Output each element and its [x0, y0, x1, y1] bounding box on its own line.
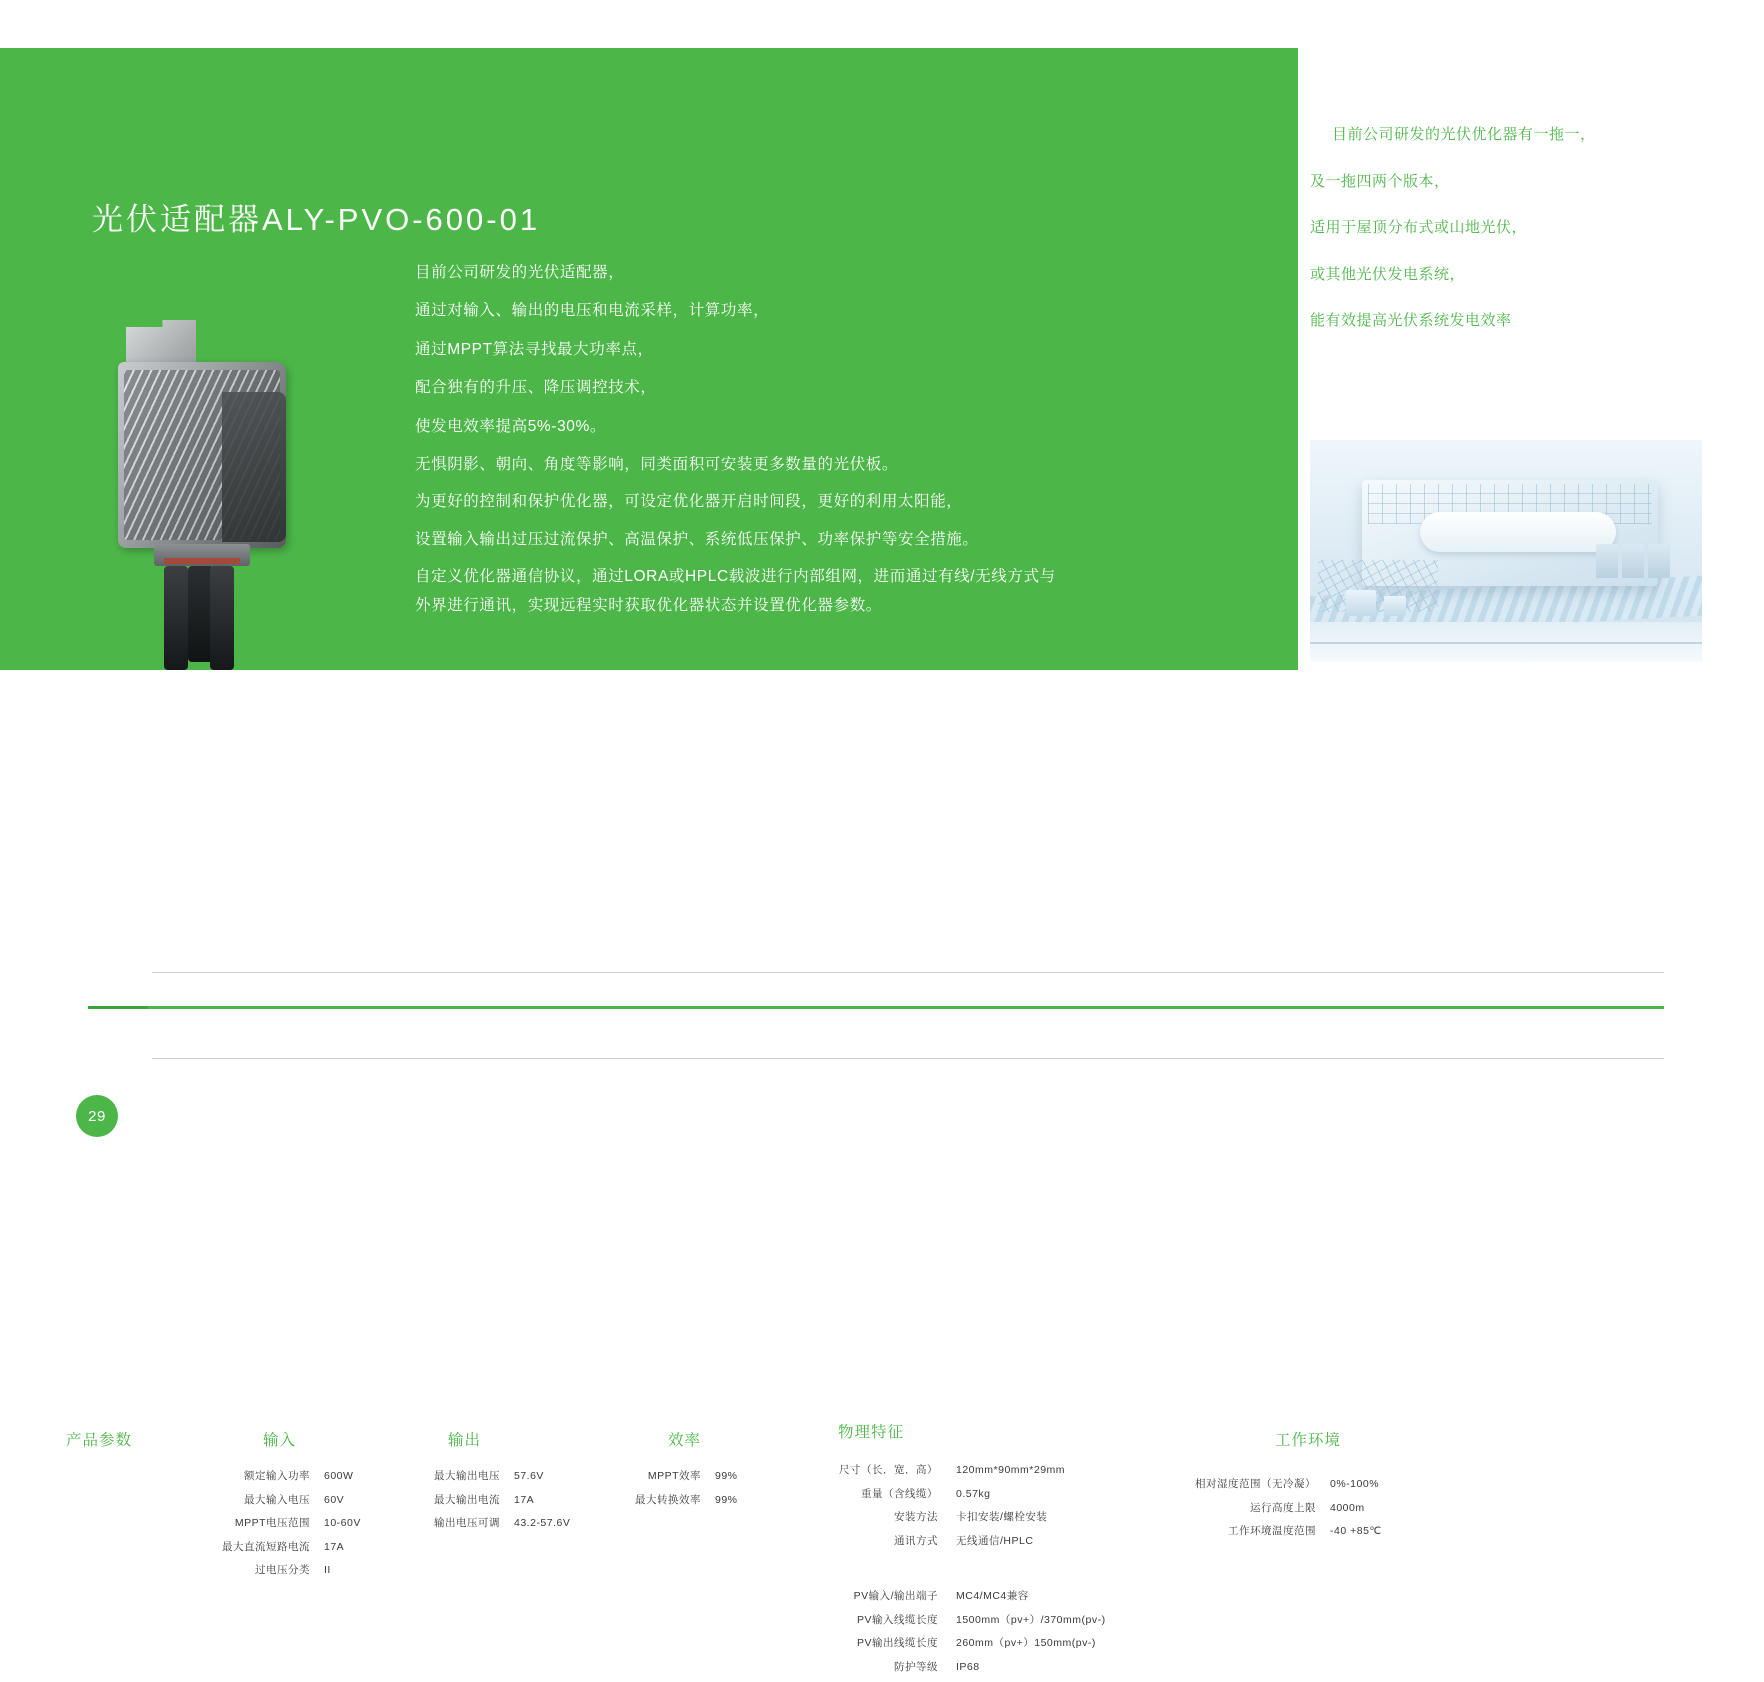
spec-value: 43.2-57.6V	[514, 1517, 571, 1529]
spec-value: 17A	[514, 1493, 535, 1506]
ground-pv-array	[1318, 560, 1438, 612]
equipment-box	[1648, 544, 1670, 578]
spec-heading-environment: 工作环境	[1275, 1432, 1342, 1449]
page-title: 光伏适配器ALY-PVO-600-01	[92, 201, 541, 237]
divider-bottom	[152, 1058, 1664, 1059]
specification-table	[0, 700, 1764, 1673]
hero-line: 通过MPPT算法寻找最大功率点，	[415, 340, 654, 358]
spec-row	[820, 1659, 1106, 1674]
spec-value: 1500mm（pv+）/370mm(pv-)	[956, 1613, 1106, 1626]
hero-description-group-2	[415, 455, 1275, 549]
spec-heading-output: 输出	[448, 1432, 482, 1449]
spec-key: 最大输出电压	[434, 1470, 500, 1482]
hero-line: 使发电效率提高5%-30%。	[415, 417, 606, 435]
spec-key: PV输入线缆长度	[856, 1613, 938, 1626]
spec-value: 10-60V	[324, 1517, 361, 1529]
right-column-line: 或其他光伏发电系统，	[1310, 265, 1466, 283]
hero-description-group-3	[415, 567, 1275, 616]
spec-row	[820, 1486, 1065, 1501]
spec-row	[613, 1468, 738, 1483]
spec-group-output	[400, 1468, 570, 1539]
spec-key: 安装方法	[894, 1511, 938, 1523]
spec-key: 过电压分类	[255, 1564, 310, 1576]
spec-row	[820, 1533, 1065, 1548]
spec-row	[400, 1492, 570, 1507]
spec-key: 最大转换效率	[635, 1493, 701, 1506]
rooftop-pv-illustration	[1310, 440, 1702, 662]
spec-heading-product: 产品参数	[66, 1432, 133, 1449]
spec-value: 卡扣安装/螺栓安装	[956, 1511, 1048, 1523]
spec-key: 通讯方式	[894, 1534, 938, 1547]
right-column-line: 目前公司研发的光伏优化器有一拖一，	[1332, 126, 1596, 143]
spec-value: 99%	[715, 1493, 738, 1506]
spec-key: 额定输入功率	[244, 1470, 310, 1482]
hero-description	[415, 263, 1275, 626]
divider-accent-cap	[88, 1006, 148, 1009]
spec-row	[400, 1468, 570, 1483]
spec-row	[820, 1588, 1106, 1603]
spec-value: 57.6V	[514, 1470, 544, 1482]
spec-key: 最大直流短路电流	[222, 1540, 310, 1553]
spec-heading-input: 输入	[263, 1432, 297, 1449]
spec-value: 99%	[715, 1470, 738, 1482]
hero-line: 自定义优化器通信协议，通过LORA或HPLC载波进行内部组网，进而通过有线/无线方式与	[415, 568, 1056, 585]
spec-row	[190, 1539, 361, 1554]
spec-group-input	[190, 1468, 361, 1586]
spec-key: 工作环境温度范围	[1228, 1525, 1316, 1537]
spec-key: PV输出线缆长度	[856, 1637, 938, 1649]
spec-heading-efficiency: 效率	[668, 1432, 702, 1449]
right-column-line: 适用于屋顶分布式或山地光伏，	[1310, 219, 1528, 236]
product-label-stripe	[164, 558, 240, 564]
right-column-line: 及一拖四两个版本，	[1310, 172, 1450, 190]
right-column-line: 能有效提高光伏系统发电效率	[1310, 312, 1512, 329]
product-cable-left	[164, 566, 188, 670]
equipment-box	[1622, 544, 1644, 578]
product-housing-shadow	[222, 392, 286, 542]
spec-key: PV输入/输出端子	[853, 1590, 938, 1602]
spec-value: IP68	[956, 1660, 980, 1673]
spec-value: II	[324, 1564, 331, 1576]
spec-row	[190, 1492, 361, 1507]
spec-key: MPPT效率	[647, 1470, 701, 1482]
divider-accent	[88, 1006, 1664, 1009]
spec-row	[190, 1468, 361, 1483]
spec-row	[400, 1515, 570, 1530]
spec-row	[1168, 1523, 1382, 1538]
spec-row	[820, 1635, 1106, 1650]
spec-key: 输出电压可调	[434, 1517, 500, 1529]
spec-heading-physical: 物理特征	[838, 1424, 905, 1441]
spec-value: 0%-100%	[1330, 1478, 1380, 1490]
roof-duct	[1420, 512, 1616, 552]
spec-row	[820, 1509, 1065, 1524]
spec-value: 260mm（pv+）150mm(pv-)	[956, 1637, 1096, 1649]
hero-panel	[0, 48, 1298, 670]
right-column-text	[1310, 125, 1730, 358]
spec-key: 重量（含线缆）	[861, 1487, 938, 1500]
spec-group-environment	[1168, 1476, 1382, 1547]
spec-value: 4000m	[1330, 1501, 1365, 1514]
spec-key: 最大输出电流	[434, 1493, 500, 1506]
spec-row	[613, 1492, 738, 1507]
spec-row	[190, 1515, 361, 1530]
spec-row	[820, 1612, 1106, 1627]
spec-value: MC4/MC4兼容	[956, 1590, 1029, 1602]
spec-value: -40 +85℃	[1330, 1525, 1382, 1537]
hero-line: 目前公司研发的光伏适配器，	[415, 264, 625, 281]
hero-line: 设置输入输出过压过流保护、高温保护、系统低压保护、功率保护等安全措施。	[415, 530, 979, 548]
spec-value: 600W	[324, 1470, 354, 1482]
spec-key: 相对湿度范围（无冷凝）	[1195, 1478, 1316, 1490]
spec-key: 尺寸（长．宽．高）	[839, 1464, 938, 1476]
side-structure	[1384, 596, 1406, 616]
hero-line: 为更好的控制和保护优化器，可设定优化器开启时间段，更好的利用太阳能，	[415, 493, 963, 511]
spec-group-efficiency	[613, 1468, 738, 1515]
spec-value: 120mm*90mm*29mm	[956, 1464, 1066, 1476]
spec-key: MPPT电压范围	[234, 1517, 310, 1529]
page-number: 29	[76, 1095, 118, 1137]
spec-row	[1168, 1476, 1382, 1491]
spec-key: 运行高度上限	[1250, 1501, 1316, 1514]
product-cable-right	[210, 566, 234, 670]
hero-line: 外界进行通讯，实现远程实时获取优化器状态并设置优化器参数。	[415, 597, 882, 615]
spec-value: 0.57kg	[956, 1487, 991, 1500]
spec-row	[1168, 1500, 1382, 1515]
hero-line: 无惧阴影、朝向、角度等影响，同类面积可安装更多数量的光伏板。	[415, 455, 899, 473]
spec-value: 60V	[324, 1493, 345, 1506]
spec-key: 最大输入电压	[244, 1493, 310, 1506]
hero-description-group-1	[415, 263, 1275, 436]
ground-line	[1310, 642, 1702, 644]
hero-line: 通过对输入、输出的电压和电流采样，计算功率，	[415, 302, 770, 320]
equipment-box	[1596, 544, 1618, 578]
product-photo	[118, 320, 318, 670]
product-housing	[118, 362, 286, 548]
spec-row	[190, 1562, 361, 1577]
divider-top	[152, 972, 1664, 973]
hero-line: 配合独有的升压、降压调控技术，	[415, 379, 657, 397]
spec-row	[820, 1462, 1065, 1477]
side-structure	[1346, 590, 1376, 616]
spec-value: 17A	[324, 1540, 345, 1553]
spec-group-physical-2	[820, 1588, 1106, 1682]
spec-key: 防护等级	[894, 1660, 938, 1673]
spec-value: 无线通信/HPLC	[956, 1534, 1034, 1547]
spec-group-physical-1	[820, 1462, 1065, 1556]
